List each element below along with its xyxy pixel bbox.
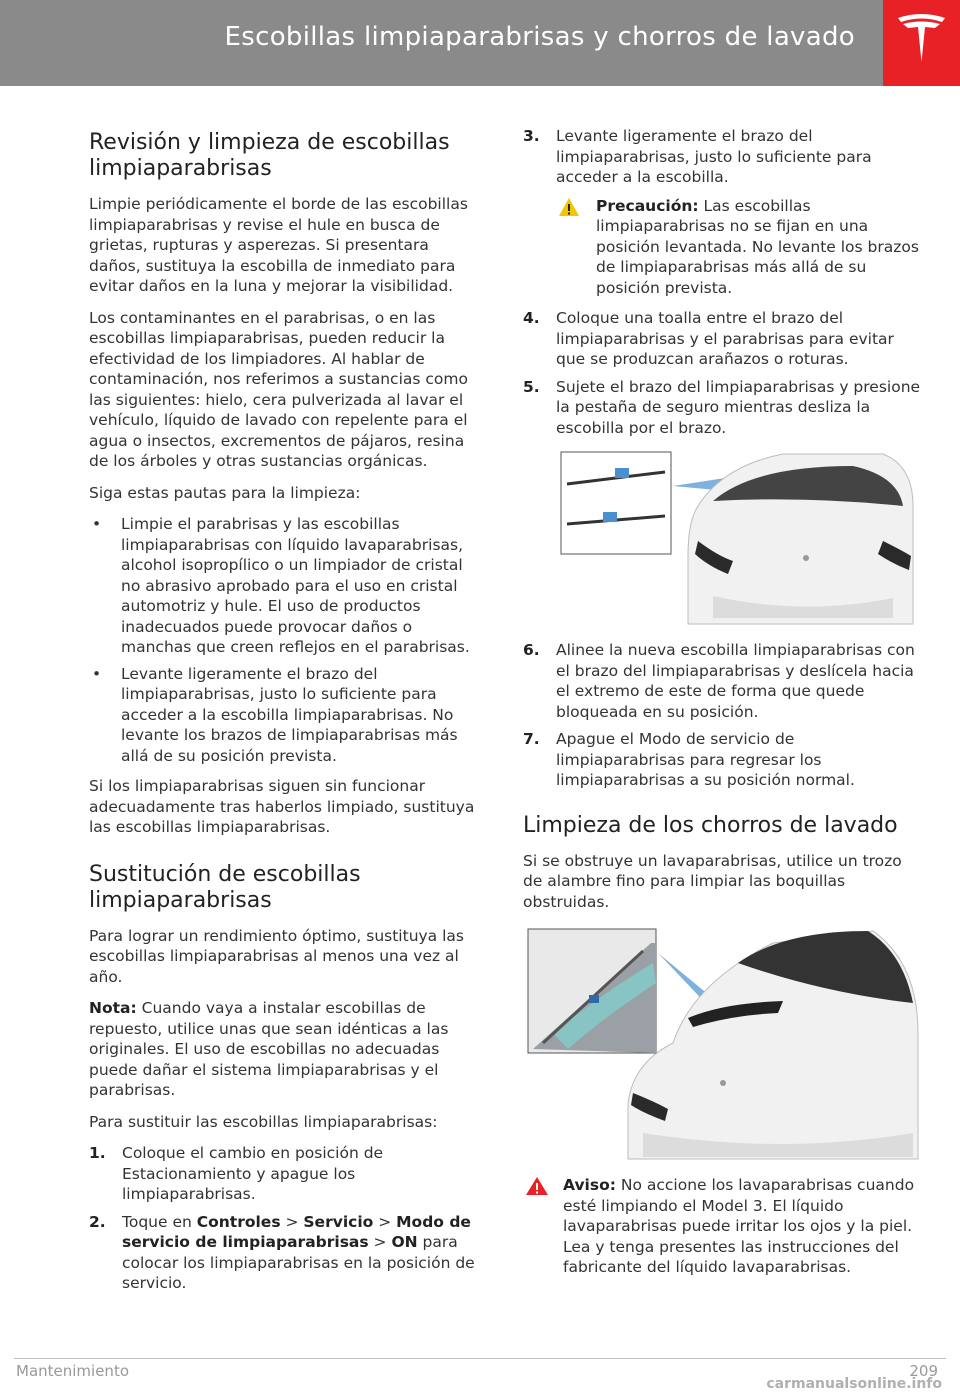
step-7	[523, 729, 923, 791]
car-washer-jet-image	[523, 923, 923, 1161]
path-separator: >	[368, 1233, 392, 1251]
step-text-part: Toque en	[122, 1212, 197, 1231]
list-item: • Levante ligeramente el brazo del limpiaparabrisas, justo lo suficiente para acceder a la escobilla limpiaparabrisas. No levante los brazos de limpiaparabrisas más allá de su posición prevista.	[89, 664, 484, 767]
step-number: 3.	[523, 127, 540, 145]
step-number: 2.	[89, 1212, 106, 1231]
step-text: Coloque el cambio en posición de Estacionamiento y apague los limpiaparabrisas.	[122, 1144, 384, 1203]
left-column	[89, 126, 484, 1301]
caution-text: Las escobillas limpiaparabrisas no se fijan en una posición levantada. No levante los brazos de limpiaparabrisas más allá de su posición prevista.	[596, 196, 919, 297]
section-heading-chorros: Limpieza de los chorros de lavado	[523, 812, 898, 838]
step-number: 6.	[523, 641, 540, 659]
watermark: carmanualsonline.info	[766, 1376, 942, 1392]
page-title: Escobillas limpiaparabrisas y chorros de lavado	[224, 22, 855, 52]
list-item: • Limpie el parabrisas y las escobillas limpiaparabrisas con líquido lavaparabrisas, alcohol isopropílico o un limpiador de cristal no abrasivo aprobado para el uso en cristal automotriz y hule. El uso de productos inadecuados puede provocar daños o manchas que creen reflejos en el parabrisas.	[89, 514, 484, 658]
step-text: Sujete el brazo del limpiaparabrisas y presione la pestaña de seguro mientras desliza la escobilla por el brazo.	[556, 377, 921, 437]
step-1	[89, 1143, 484, 1205]
footer-section: Mantenimiento	[16, 1362, 129, 1380]
path-separator: >	[280, 1212, 304, 1231]
path-separator: >	[373, 1212, 397, 1231]
paragraph: Si los limpiaparabrisas siguen sin funcionar adecuadamente tras haberlos limpiado, sustituya las escobillas limpiaparabrisas.	[89, 777, 475, 836]
step-text	[122, 1213, 475, 1293]
tesla-logo	[883, 0, 960, 86]
step-number: 5.	[523, 377, 540, 396]
step-3	[523, 126, 923, 188]
step-number: 1.	[89, 1144, 106, 1162]
caution-icon	[558, 197, 580, 217]
warning-text: No accione los lavaparabrisas cuando esté limpiando el Model 3. El líquido lavaparabrisas puede irritar los ojos y la piel. Lea y tenga presentes las instrucciones del fabricante del líquido lavaparabrisas.	[563, 1176, 915, 1276]
note-text: Cuando vaya a instalar escobillas de repuesto, utilice unas que sean idénticas a las originales. El uso de escobillas no adecuadas puede dañar el sistema limpiaparabrisas y el parabrisas.	[89, 999, 449, 1099]
step-number: 7.	[523, 730, 540, 748]
paragraph: Los contaminantes en el parabrisas, o en las escobillas limpiaparabrisas, pueden reducir la efectividad de los limpiadores. Al hablar de contaminación, nos referimos a sustancias como las siguientes: hielo, cera pulverizada al lavar el vehículo, líquido de lavado con repelente para el agua o insectos, excrementos de pájaros, resina de los árboles y otras sustancias orgánicas.	[89, 308, 468, 470]
menu-path-on: ON	[391, 1233, 418, 1251]
step-5	[523, 377, 923, 439]
paragraph: Si se obstruye un lavaparabrisas, utilice un trozo de alambre fino para limpiar las boquillas obstruidas.	[523, 851, 902, 911]
warning-icon	[525, 1176, 549, 1196]
page-number: 209	[909, 1362, 938, 1380]
step-text: Alinee la nueva escobilla limpiaparabrisas con el brazo del limpiaparabrisas y deslícela hacia el extremo de este de forma que quede bloqueada en su posición.	[556, 641, 915, 721]
step-2	[89, 1212, 484, 1294]
wiper-blade-illustration	[523, 446, 923, 626]
warning-callout	[523, 1175, 923, 1278]
section-heading-sustitucion: Sustitución de escobillas limpiaparabrisas	[89, 861, 361, 913]
paragraph: Siga estas pautas para la limpieza:	[89, 483, 361, 502]
note	[89, 998, 484, 1101]
menu-path-modo: Modo de servicio de limpiaparabrisas	[122, 1212, 471, 1251]
tesla-logo-icon	[895, 12, 948, 72]
menu-path-controles: Controles	[196, 1212, 281, 1231]
footer-divider	[14, 1358, 946, 1359]
step-number: 4.	[523, 309, 540, 327]
paragraph: Limpie periódicamente el borde de las escobillas limpiaparabrisas y revise el hule en busca de grietas, rupturas y asperezas. Si presentara daños, sustituya la escobilla de inmediato para evitar daños en la luna y mejorar la visibilidad.	[89, 195, 468, 295]
step-text-part: para colocar los limpiaparabrisas en la posición de servicio.	[122, 1233, 475, 1292]
washer-jet-illustration	[523, 923, 923, 1161]
caution-callout	[523, 196, 923, 299]
page-header	[0, 0, 883, 86]
cleaning-guidelines-list	[89, 514, 484, 766]
step-text: Coloque una toalla entre el brazo del limpiaparabrisas y el parabrisas para evitar que se produzcan arañazos o roturas.	[556, 309, 894, 368]
paragraph: Para sustituir las escobillas limpiaparabrisas:	[89, 1112, 438, 1131]
note-label: Nota:	[89, 999, 137, 1017]
step-4	[523, 308, 923, 370]
caution-label: Precaución:	[596, 196, 699, 215]
step-text: Apague el Modo de servicio de limpiaparabrisas para regresar los limpiaparabrisas a su posición normal.	[556, 730, 855, 789]
step-6	[523, 640, 923, 722]
section-heading-revision: Revisión y limpieza de escobillas limpiaparabrisas	[89, 130, 450, 181]
menu-path-servicio: Servicio	[303, 1212, 374, 1231]
car-front-wiper-image	[523, 446, 923, 626]
right-column	[523, 126, 923, 1288]
paragraph: Para lograr un rendimiento óptimo, sustituya las escobillas limpiaparabrisas al menos una vez al año.	[89, 926, 464, 986]
warning-label: Aviso:	[563, 1176, 616, 1194]
step-text: Levante ligeramente el brazo del limpiaparabrisas, justo lo suficiente para acceder a la escobilla.	[556, 127, 872, 186]
